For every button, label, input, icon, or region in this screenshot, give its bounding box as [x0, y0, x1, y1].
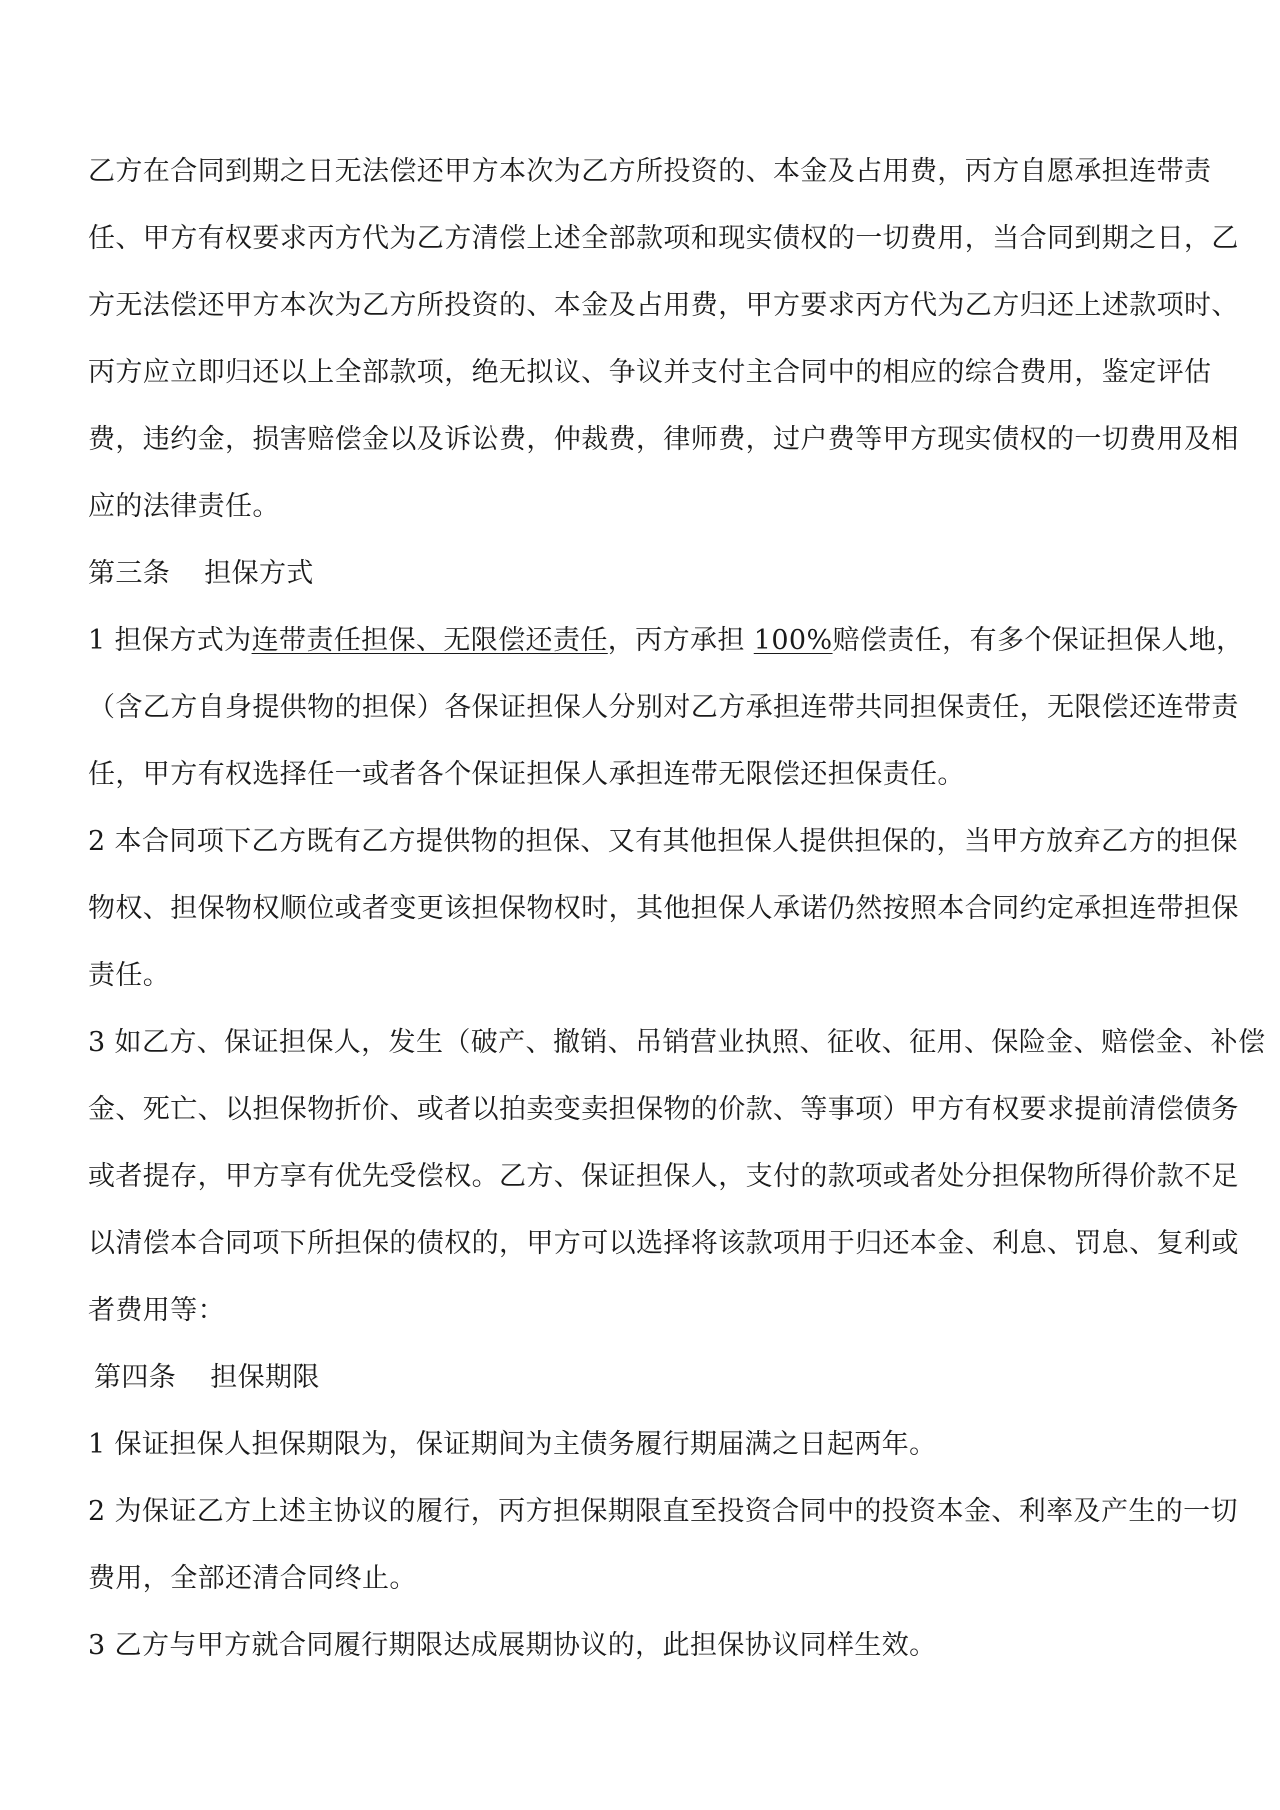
document-page: [88, 138, 1266, 1679]
text-line: 方无法偿还甲方本次为乙方所投资的、本金及占用费，甲方要求丙方代为乙方归还上述款项时、: [88, 290, 1239, 321]
text-line: 2 本合同项下乙方既有乙方提供物的担保、又有其他担保人提供担保的，当甲方放弃乙方的担保: [88, 826, 1238, 857]
article-3-item-3: [88, 1009, 1266, 1344]
text-line: 乙方在合同到期之日无法偿还甲方本次为乙方所投资的、本金及占用费，丙方自愿承担连带责: [88, 156, 1212, 187]
article-number: 第四条: [94, 1362, 177, 1393]
article-4-heading: [88, 1344, 1188, 1411]
text-line: 任、甲方有权要求丙方代为乙方清偿上述全部款项和现实债权的一切费用，当合同到期之日，乙: [88, 223, 1239, 254]
text-line: 物权、担保物权顺位或者变更该担保物权时，其他担保人承诺仍然按照本合同约定承担连带担保: [88, 893, 1239, 924]
text-line: 1 担保方式为连带责任担保、无限偿还责任，丙方承担 100%赔偿责任，有多个保证担保人地，: [88, 625, 1244, 656]
text-line: 应的法律责任。: [88, 491, 280, 522]
article-title: 担保期限: [210, 1362, 320, 1393]
text-line: （含乙方自身提供物的担保）各保证担保人分别对乙方承担连带共同担保责任，无限偿还连带责: [88, 692, 1239, 723]
text-line: 者费用等：: [88, 1295, 225, 1326]
underlined-guarantee-mode: 连带责任担保、无限偿还责任: [251, 625, 608, 656]
article-4-item-3: 3 乙方与甲方就合同履行期限达成展期协议的，此担保协议同样生效。: [88, 1630, 937, 1661]
text-line: 费，违约金，损害赔偿金以及诉讼费，仲裁费，律师费，过户费等甲方现实债权的一切费用及相: [88, 424, 1239, 455]
text-line: 以清偿本合同项下所担保的债权的，甲方可以选择将该款项用于归还本金、利息、罚息、复利或: [88, 1228, 1239, 1259]
article-4-item-1: 1 保证担保人担保期限为，保证期间为主债务履行期届满之日起两年。: [88, 1429, 937, 1460]
article-4-item-2: [88, 1478, 1238, 1612]
text-line: 或者提存，甲方享有优先受偿权。乙方、保证担保人，支付的款项或者处分担保物所得价款不足: [88, 1161, 1239, 1192]
article-number: 第三条: [88, 558, 171, 589]
article-3-item-1: [88, 607, 1244, 808]
text-line: 丙方应立即归还以上全部款项，绝无拟议、争议并支付主合同中的相应的综合费用，鉴定评估: [88, 357, 1212, 388]
article-3-heading: [88, 540, 1188, 607]
text-line: 3 如乙方、保证担保人，发生（破产、撤销、吊销营业执照、征收、征用、保险金、赔偿金、补偿: [88, 1027, 1266, 1058]
article-3-item-2: [88, 808, 1239, 1009]
paragraph-liability: [88, 138, 1239, 540]
text-line: 责任。: [88, 960, 171, 991]
text-line: 任，甲方有权选择任一或者各个保证担保人承担连带无限偿还担保责任。: [88, 759, 965, 790]
text-line: 2 为保证乙方上述主协议的履行，丙方担保期限直至投资合同中的投资本金、利率及产生的一切: [88, 1496, 1238, 1527]
underlined-percentage: 100%: [753, 625, 833, 656]
text-line: 费用，全部还清合同终止。: [88, 1563, 417, 1594]
text-line: 金、死亡、以担保物折价、或者以拍卖变卖担保物的价款、等事项）甲方有权要求提前清偿债务: [88, 1094, 1239, 1125]
article-title: 担保方式: [204, 558, 314, 589]
